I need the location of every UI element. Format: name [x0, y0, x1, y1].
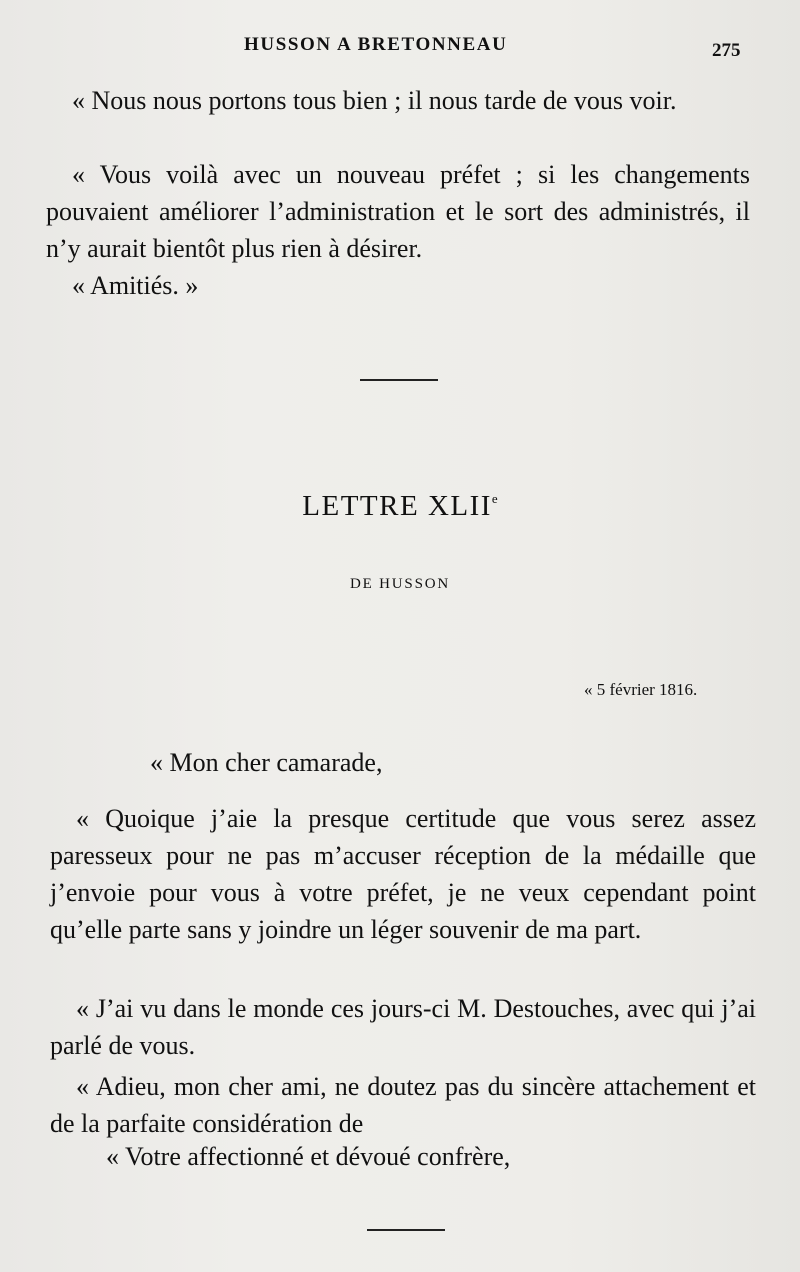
letter-salutation: « Mon cher camarade,: [150, 748, 383, 777]
letter-paragraph: « Adieu, mon cher ami, ne doutez pas du sincère attachement et de la parfaite considération de: [50, 1072, 756, 1138]
paragraph: « Amitiés. »: [72, 271, 199, 300]
letter-paragraph: « J’ai vu dans le monde ces jours-ci M. Destouches, avec qui j’ai parlé de vous.: [50, 994, 756, 1060]
letter-title-text: LETTRE XLII: [302, 490, 492, 522]
letter-date: « 5 février 1816.: [584, 680, 698, 699]
letter-paragraph: « Quoique j’aie la presque certitude que vous serez assez paresseux pour ne pas m’accuser réception de la médaille que j’envoie pour vous à votre préfet, je ne veux cependant point qu’elle parte sans y joindre un léger souvenir de ma part.: [50, 804, 756, 944]
page-header: [0, 34, 800, 64]
letter-title: [0, 490, 800, 523]
page-number: 275: [712, 40, 741, 61]
running-title: HUSSON A BRETONNEAU: [244, 34, 508, 55]
paragraph: « Vous voilà avec un nouveau préfet ; si les changements pouvaient améliorer l’administration et le sort des administrés, il n’y aurait bientôt plus rien à désirer.: [46, 160, 750, 263]
letter-title-superscript: e: [491, 491, 498, 506]
section-divider: [360, 379, 438, 381]
letter-author: DE HUSSON: [350, 576, 450, 592]
letter-closing: « Votre affectionné et dévoué confrère,: [106, 1142, 511, 1171]
paragraph: « Nous nous portons tous bien ; il nous tarde de vous voir.: [72, 86, 677, 115]
section-divider: [367, 1229, 445, 1231]
